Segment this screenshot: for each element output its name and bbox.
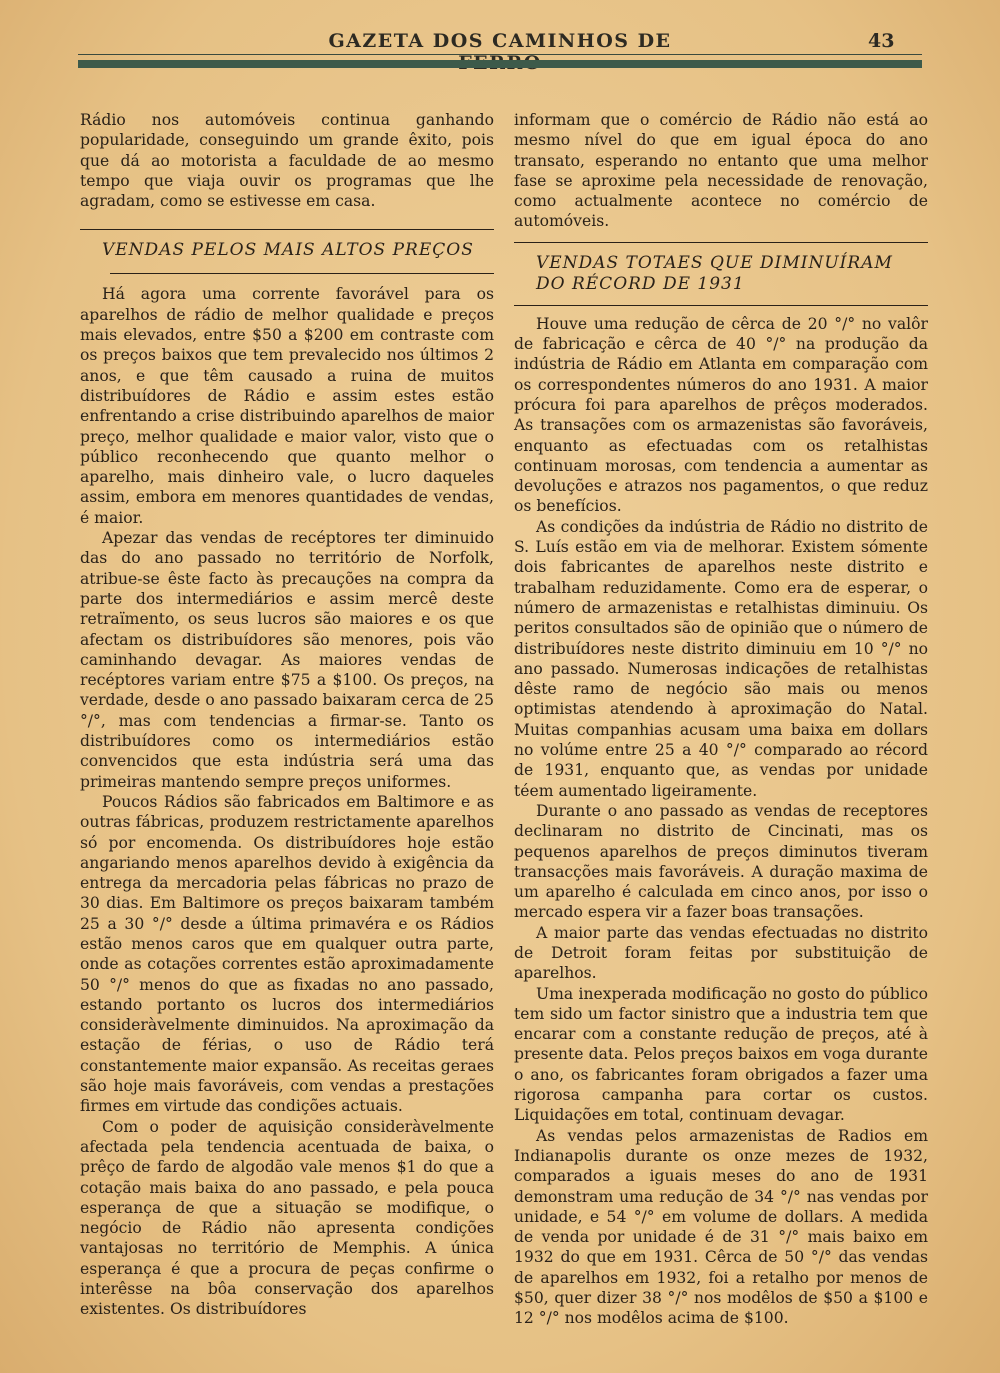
right-paragraph: As condições da indústria de Rádio no distrito de S. Luís estão em via de melhorar. Existem sómente dois fabricantes de aparelhos neste distrito e trabalham reduzidamente. Como era de esperar, o número de armazenistas e retalhistas diminuiu. Os peritos consultados são de opinião que o número de distribuídores neste distrito diminuiu em 10 °/° no ano passado. Numerosas indicações de retalhistas dêste ramo de negócio são mais ou menos optimistas atendendo à aproximação do Natal. Muitas companhias acusam uma baixa em dollars no volúme entre 25 a 40 °/° comparado ao récord de 1931, enquanto que, as vendas por unidade téem aumentado ligeiramente. (514, 517, 928, 800)
page-number: 43 (868, 30, 895, 52)
left-paragraph: Com o poder de aquisição consideràvelmente afectada pela tendencia acentuada de baixa, o prêço de fardo de algodão vale menos $1 do que a cotação mais baixa do ano passado, e pela pouca esperança de que a situação se modifique, o negócio de Rádio não apresenta condições vantajosas no território de Memphis. A única esperança é que a procura de peças confirme o interêsse na bôa conservação dos aparelhos existentes. Os distribuídores (80, 1117, 494, 1319)
section-rule-bottom (110, 273, 494, 274)
right-section-title-line1: VENDAS TOTAES QUE DIMINUÍRAM (536, 252, 893, 273)
section-rule-top (80, 229, 494, 230)
right-paragraph: Durante o ano passado as vendas de receptores declinaram no distrito de Cincinati, mas os pequenos aparelhos de preços diminutos tiveram transacções mais favoráveis. A duração maxima de um aparelho é calculada em cinco anos, por isso o mercado espera vir a fazer boas transações. (514, 801, 928, 922)
right-paragraph: Uma inexperada modificação no gosto do público tem sido um factor sinistro que a industria tem que encarar com a constante redução de preços, até à presente data. Pelos preços baixos em voga durante o ano, os fabricantes foram obrigados a fazer uma rigorosa campanha para cortar os custos. Liquidações em total, continuam devagar. (514, 984, 928, 1125)
right-paragraph: As vendas pelos armazenistas de Radios em Indianapolis durante os onze mezes de 1932, comparados a iguais meses do ano de 1931 demonstram uma redução de 34 °/° nas vendas por unidade, e 54 °/° em volume de dollars. A medida de venda por unidade é de 31 °/° mais baixo em 1932 do que em 1931. Cêrca de 50 °/° das vendas de aparelhos em 1932, foi a retalho por menos de $50, quer dizer 38 °/° nos modêlos de $50 a $100 e 12 °/° nos modêlos acima de $100. (514, 1126, 928, 1328)
left-intro-paragraph: Rádio nos automóveis continua ganhando popularidade, conseguindo um grande êxito, pois que dá ao motorista a faculdade de ao mesmo tempo que viaja ouvir os programas que lhe agradam, como se estivesse em casa. (80, 111, 494, 211)
right-section-title-line2: DO RÉCORD DE 1931 (536, 273, 745, 294)
header-rule-thick (78, 60, 922, 68)
right-paragraph: A maior parte das vendas efectuadas no distrito de Detroit foram feitas por substituição de aparelhos. (514, 923, 928, 983)
left-column (80, 110, 494, 1320)
right-intro-paragraph: informam que o comércio de Rádio não está ao mesmo nível do que em igual época do ano transato, esperando no entanto que uma melhor fase se aproxime pela necessidade de renovação, como actualmente acontece no comércio de automóveis. (514, 111, 928, 231)
right-paragraph: Houve uma redução de cêrca de 20 °/° no valôr de fabricação e cêrca de 40 °/° na produção da indústria de Rádio em Atlanta em comparação com os correspondentes números do ano 1931. A maior prócura foi para aparelhos de prêços moderados. As transações com os armazenistas são favoráveis, enquanto as efectuadas com os retalhistas continuam morosas, com tendencia a aumentar as devoluções e atrazos nos pagamentos, o que reduz os benefícios. (514, 314, 928, 516)
left-paragraph: Poucos Rádios são fabricados em Baltimore e as outras fábricas, produzem restrictamente aparelhos só por encomenda. Os distribuídores hoje estão angariando menos aparelhos devido à exigência da entrega da mercadoria pelas fábricas no prazo de 30 dias. Em Baltimore os preços baixaram também 25 a 30 °/° desde a última primavéra e os Rádios estão menos caros que em qualquer outra parte, onde as cotações correntes estão aproximadamente 50 °/° menos do que as fixadas no ano passado, estando portanto os lucros dos intermediários consideràvelmente diminuidos. Na aproximação da estação de férias, o uso de Rádio terá constantemente maior expansão. As receitas geraes são hoje mais favoráveis, com vendas a prestações firmes em virtude das condições actuais. (80, 792, 494, 1116)
left-paragraph: Apezar das vendas de recéptores ter diminuido das do ano passado no território de Norfolk, atribue-se êste facto às precauções na compra da parte dos intermediários e assim mercê deste retraïmento, os seus lucros são maiores e os que afectam os distribuídores são menores, pois vão caminhando devagar. As maiores vendas de recéptores variam entre $75 a $100. Os preços, na verdade, desde o ano passado baixaram cerca de 25 °/°, mas com tendencias a firmar-se. Tanto os distribuídores como os intermediários estão convencidos que esta indústria será uma das primeiras mantendo sempre preços uniformes. (80, 529, 494, 791)
left-section-title: VENDAS PELOS MAIS ALTOS PREÇOS (102, 240, 474, 261)
right-column (514, 110, 928, 1329)
publication-title: GAZETA DOS CAMINHOS DE (328, 30, 672, 52)
section-rule-bottom (514, 305, 928, 306)
left-paragraph: Há agora uma corrente favorável para os aparelhos de rádio de melhor qualidade e preços mais elevados, entre $50 a $200 em contraste com os preços baixos que tem prevalecido nos últimos 2 anos, e que têm causado a ruina de muitos distribuídores de Rádio e assim estes estão enfrentando a crise distribuindo aparelhos de maior preço, melhor qualidade e maior valor, visto que o público reconhecendo que quanto melhor o aparelho, mais dinheiro vale, o lucro daqueles assim, embora em menores quantidades de vendas, é maior. (80, 285, 494, 527)
section-rule-top (514, 242, 928, 243)
header-rule-thin (78, 54, 922, 55)
